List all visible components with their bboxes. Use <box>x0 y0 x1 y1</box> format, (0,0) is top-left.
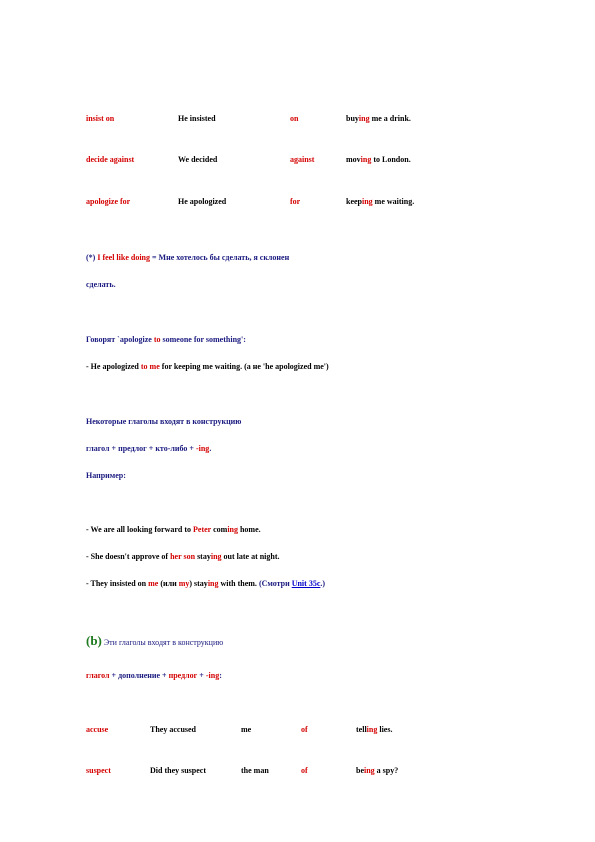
example-subject: We decided <box>178 155 218 164</box>
ing-suffix: ing <box>358 114 370 123</box>
preposition: against <box>290 155 315 164</box>
ing-rest: a spy? <box>374 766 399 775</box>
example-object: the man <box>241 766 269 775</box>
verb-label: accuse <box>86 725 109 734</box>
ing-suffix: ing <box>227 525 238 534</box>
construction-intro-text: Некоторые глаголы входят в конструкцию <box>86 417 242 426</box>
ing-stem: mov <box>346 155 361 164</box>
example-ing <box>356 766 398 775</box>
ing-rest: lies. <box>377 725 393 734</box>
verb-label: suspect <box>86 766 111 775</box>
formula-ing: -ing <box>195 444 210 453</box>
note-feel-like <box>86 253 289 262</box>
ing-stem: keep <box>346 197 362 206</box>
example-object: me <box>241 725 252 734</box>
note-text: Говорят `apologize <box>86 335 154 344</box>
example-text-end: out late at night. <box>221 552 280 561</box>
preposition: on <box>290 114 299 123</box>
example-ing <box>346 155 411 164</box>
preposition: of <box>301 766 308 775</box>
example-paren: (или <box>158 579 179 588</box>
construction-formula <box>86 444 211 453</box>
ing-suffix: ing <box>210 552 222 561</box>
example-subject: He apologized <box>178 197 227 206</box>
example-highlight: me <box>148 579 159 588</box>
ing-suffix: ing <box>362 197 373 206</box>
ing-stem: be <box>356 766 364 775</box>
example-text-end: home. <box>237 525 261 534</box>
verb-label: decide against <box>86 155 135 164</box>
section-b-marker: (b) <box>86 633 102 648</box>
note-phrase: I feel like doing <box>97 253 150 262</box>
example-subject: They accused <box>150 725 196 734</box>
example-stem: com <box>211 525 228 534</box>
preposition: of <box>301 725 308 734</box>
example-ing <box>346 197 414 206</box>
example-text: - He apologized <box>86 362 141 371</box>
note-apologize <box>86 335 246 344</box>
example-text: - We are all looking forward to <box>86 525 194 534</box>
example-line <box>86 579 325 588</box>
example-subject: Did they suspect <box>150 766 207 775</box>
example-stem: ) stay <box>189 579 208 588</box>
section-b-title: Эти глаголы входят в конструкцию <box>103 638 224 647</box>
ing-rest: to London. <box>371 155 411 164</box>
note-translation: = Мне хотелось бы сделать, я склонен <box>150 253 290 262</box>
example-label-text: Например: <box>86 471 126 480</box>
ing-suffix: ing <box>360 155 372 164</box>
example-text: - They insisted on <box>86 579 149 588</box>
example-line <box>86 525 261 534</box>
ing-stem: buy <box>346 114 359 123</box>
example-subject: He insisted <box>178 114 216 123</box>
ing-rest: me a drink. <box>369 114 411 123</box>
section-b-heading <box>86 633 223 649</box>
note-feel-like-cont <box>86 280 116 289</box>
ing-suffix: ing <box>364 766 375 775</box>
note-to: to <box>153 335 161 344</box>
verb-label: insist on <box>86 114 115 123</box>
example-text-end: with them. <box>218 579 259 588</box>
formula-text: глагол + предлог + кто-либо + <box>86 444 196 453</box>
construction-intro <box>86 417 241 426</box>
example-ing <box>356 725 392 734</box>
verb-label: apologize for <box>86 197 131 206</box>
formula-ing: -ing <box>205 671 220 680</box>
formula-plus: + <box>197 671 206 680</box>
note-translation-cont: сделать. <box>86 280 116 289</box>
ing-suffix: ing <box>366 725 378 734</box>
example-stem: stay <box>195 552 211 561</box>
formula-colon: : <box>219 671 222 680</box>
formula-verb: глагол <box>86 671 110 680</box>
see-reference: (Смотри <box>258 579 292 588</box>
example-text: - She doesn't approve of <box>86 552 171 561</box>
example-text-end: for keeping me waiting. (а не 'he apologized me') <box>159 362 329 371</box>
example-highlight: Peter <box>193 525 212 534</box>
example-ing <box>346 114 411 123</box>
note-marker: (*) <box>86 253 96 262</box>
section-b-formula <box>86 671 222 680</box>
example-highlight: her son <box>170 552 196 561</box>
preposition: for <box>290 197 301 206</box>
unit-link[interactable]: Unit 35c <box>291 579 321 588</box>
example-highlight: to me <box>140 362 160 371</box>
example-apologize <box>86 362 329 371</box>
example-line <box>86 552 280 561</box>
ing-rest: me waiting. <box>372 197 415 206</box>
formula-object: + дополнение + <box>109 671 169 680</box>
example-label <box>86 471 126 480</box>
ing-suffix: ing <box>207 579 219 588</box>
formula-prep: предлог <box>168 671 198 680</box>
ing-stem: tell <box>356 725 367 734</box>
note-text-end: someone for something': <box>160 335 246 344</box>
see-reference-end: .) <box>320 579 326 588</box>
example-highlight-my: my <box>178 579 190 588</box>
formula-end: . <box>209 444 212 453</box>
